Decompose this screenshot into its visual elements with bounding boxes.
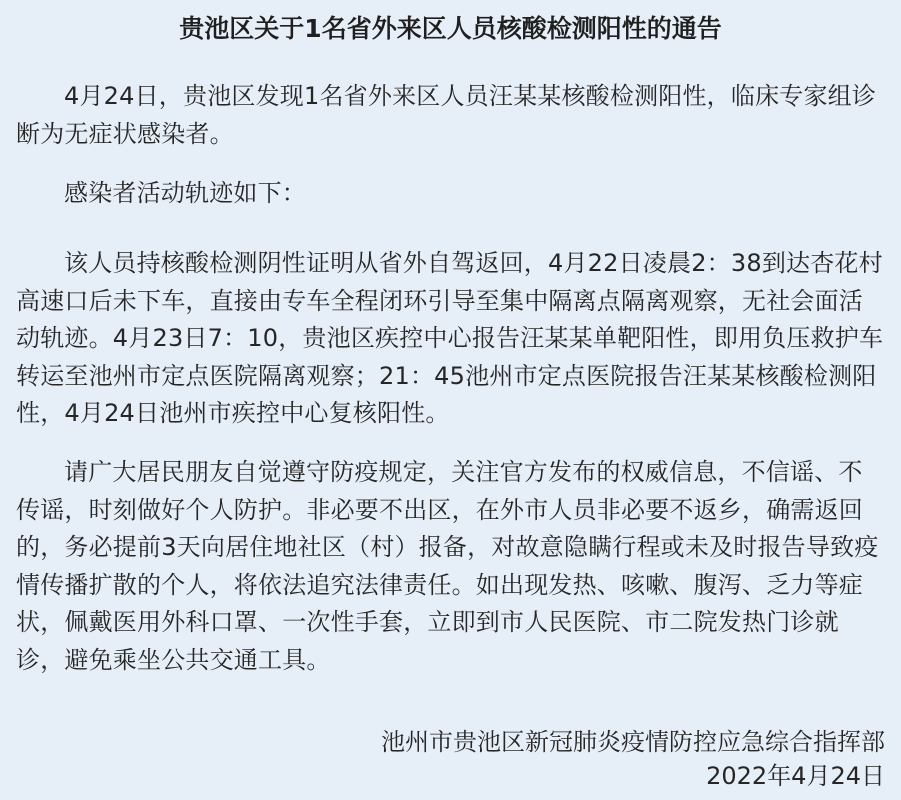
signature-organization: 池州市贵池区新冠肺炎疫情防控应急综合指挥部	[381, 728, 885, 756]
paragraph-public-advice: 请广大居民朋友自觉遵守防疫规定，关注官方发布的权威信息，不信谣、不传谣，时刻做好个人防护。非必要不出区，在外市人员非必要不返乡，确需返回的，务必提前3天向居住地社区（村）报备，对故意隐瞒行程或未及时报告导致疫情传播扩散的个人，将依法追究法律责任。如出现发热、咳嗽、腹泻、乏力等症状，佩戴医用外科口罩、一次性手套，立即到市人民医院、市二院发热门诊就诊，避免乘坐公共交通工具。	[16, 458, 879, 674]
paragraph-trajectory-details: 该人员持核酸检测阴性证明从省外自驾返回，4月22日凌晨2：38到达杏花村高速口后未下车，直接由专车全程闭环引导至集中隔离点隔离观察，无社会面活动轨迹。4月23日7：10，贵池区疾控中心报告汪某某单靶阳性，即用负压救护车转运至池州市定点医院隔离观察；21：45池州市定点医院报告汪某某核酸检测阳性，4月24日池州市疾控中心复核阳性。	[16, 249, 884, 427]
signature-date: 2022年4月24日	[706, 762, 885, 790]
paragraph-trajectory-heading: 感染者活动轨迹如下：	[64, 179, 306, 207]
paragraph-announcement: 4月24日，贵池区发现1名省外来区人员汪某某核酸检测阳性，临床专家组诊断为无症状感染者。	[16, 82, 877, 148]
notice-title: 贵池区关于1名省外来区人员核酸检测阳性的通告	[179, 14, 722, 43]
